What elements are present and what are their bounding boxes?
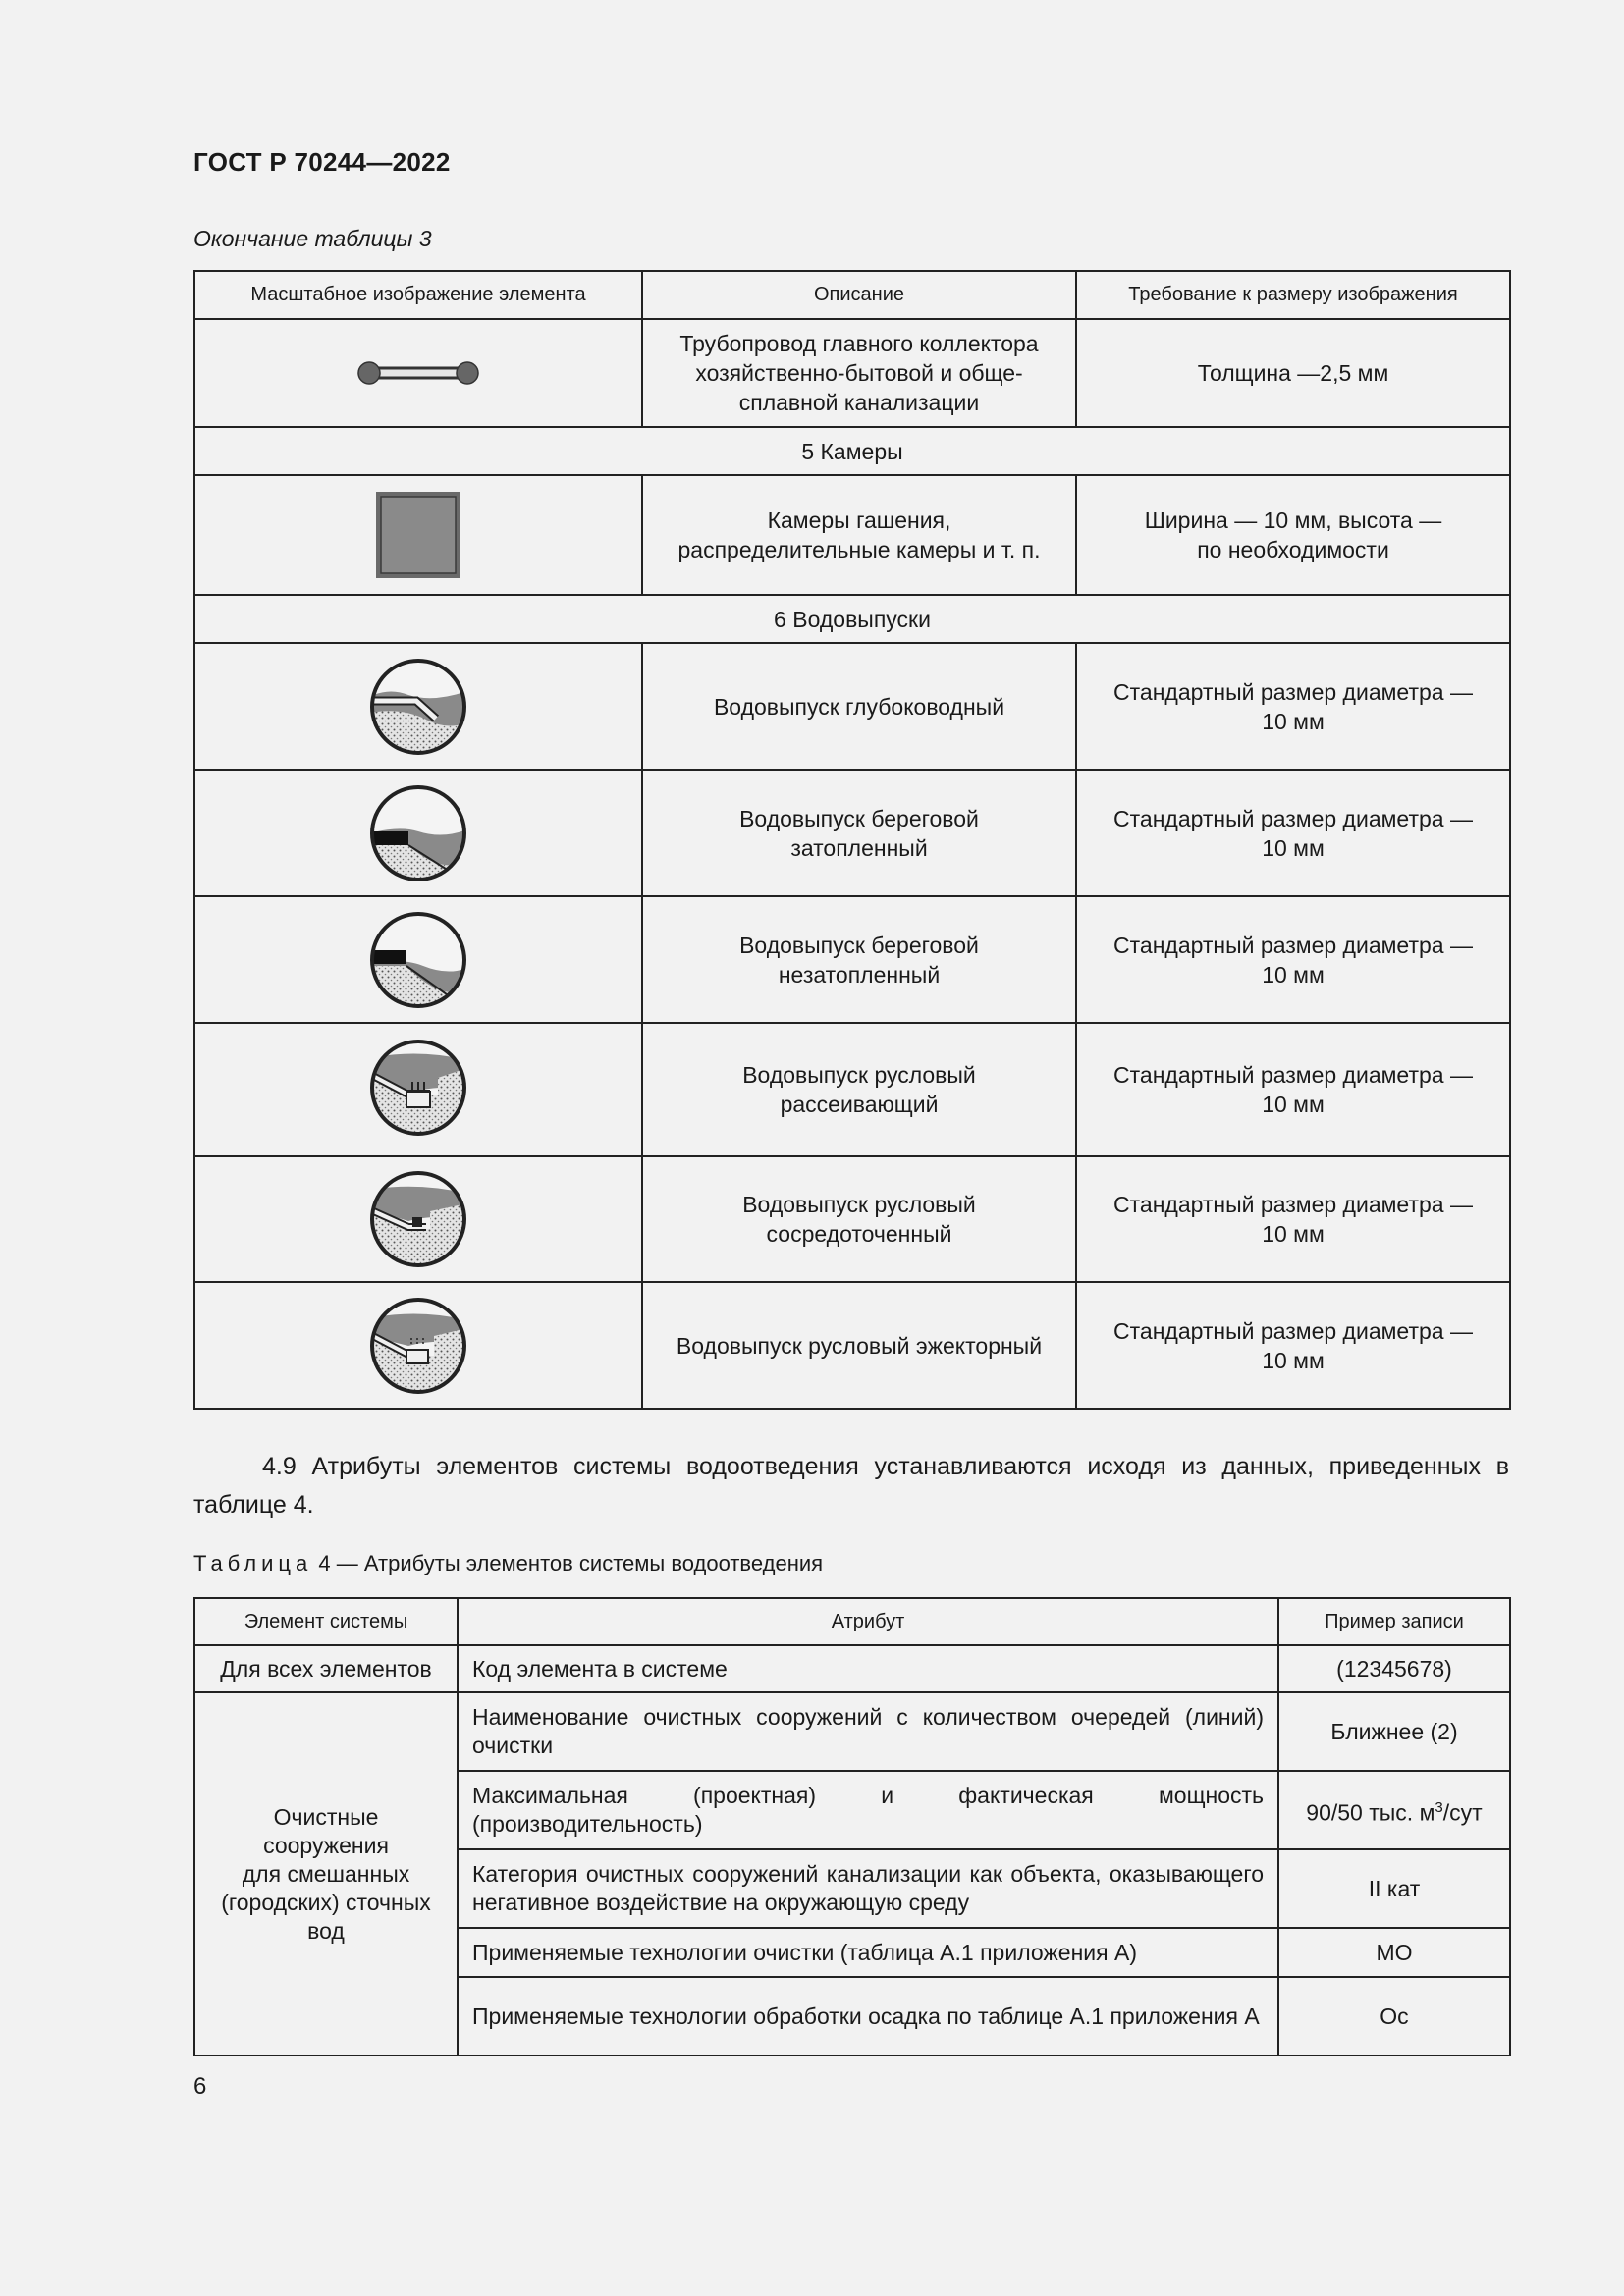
element-cell: Для всех элементов [194, 1645, 458, 1692]
image-cell [194, 319, 642, 427]
description-cell: Водовыпуск русловый сосредоточенный [642, 1156, 1076, 1282]
outlet-channel-concentrated-icon [369, 1170, 467, 1268]
table-row [194, 1282, 1510, 1409]
table-row [194, 770, 1510, 896]
table-4 [193, 1597, 1511, 2056]
image-cell [194, 1282, 642, 1409]
table-3 [193, 270, 1511, 1410]
table3-col-header: Масштабное изображение элемента [194, 271, 642, 319]
requirement-cell: Стандартный размер диаметра — 10 мм [1076, 1282, 1510, 1409]
table-row [194, 319, 1510, 427]
description-cell: Водовыпуск русловый рассеивающий [642, 1023, 1076, 1156]
table-row [194, 1156, 1510, 1282]
example-cell: 90/50 тыс. $м^3$/сут [1278, 1771, 1510, 1849]
attribute-cell: Код элемента в системе [458, 1645, 1278, 1692]
requirement-cell: Толщина —2,5 мм [1076, 319, 1510, 427]
element-group-cell: Очистные сооружения для смешанных (городских) сточных вод [194, 1692, 458, 2056]
requirement-cell: Стандартный размер диаметра — 10 мм [1076, 1023, 1510, 1156]
example-cell: II кат [1278, 1849, 1510, 1928]
table-row [194, 475, 1510, 595]
image-cell [194, 1023, 642, 1156]
description-cell: Водовыпуск береговой незатопленный [642, 896, 1076, 1023]
table4-col-header: Элемент системы [194, 1598, 458, 1645]
outlet-channel-dispersing-icon [369, 1039, 467, 1141]
table4-caption: Таблица 4 — Атрибуты элементов системы водоотведения [193, 1551, 824, 1575]
page-number: 6 [193, 2073, 207, 2100]
requirement-cell: Стандартный размер диаметра — 10 мм [1076, 1156, 1510, 1282]
outlet-shore-flooded-icon [369, 784, 467, 882]
description-cell: Водовыпуск русловый эжекторный [642, 1282, 1076, 1409]
example-cell: МО [1278, 1928, 1510, 1977]
image-cell [194, 1156, 642, 1282]
table-row [194, 896, 1510, 1023]
outlet-shore-unflooded-icon [369, 911, 467, 1009]
example-cell: Ос [1278, 1977, 1510, 2056]
section-title: 6 Водовыпуски [194, 595, 1510, 643]
requirement-cell: Стандартный размер диаметра — 10 мм [1076, 770, 1510, 896]
image-cell [194, 770, 642, 896]
example-cell: (12345678) [1278, 1645, 1510, 1692]
attribute-cell: Применяемые технологии обработки осадка по таблице А.1 приложения А [458, 1977, 1278, 2056]
section-title: 5 Камеры [194, 427, 1510, 475]
image-cell [194, 643, 642, 770]
table3-col-header: Описание [642, 271, 1076, 319]
table-row [194, 643, 1510, 770]
attribute-cell: Категория очистных сооружений канализации как объекта, оказывающего негативное воздействие на окружающую среду [458, 1849, 1278, 1928]
image-cell [194, 896, 642, 1023]
table3-col-header: Требование к размеру изображения [1076, 271, 1510, 319]
attribute-cell: Максимальная (проектная) и фактическая мощность (производительность) [458, 1771, 1278, 1849]
document-header: ГОСТ Р 70244—2022 [193, 147, 451, 177]
table-row [194, 1023, 1510, 1156]
requirement-cell: Ширина — 10 мм, высота — по необходимости [1076, 475, 1510, 595]
description-cell: Трубопровод главного коллектора хозяйственно-бытовой и обще- сплавной канализации [642, 319, 1076, 427]
section-row [194, 595, 1510, 643]
image-cell [194, 475, 642, 595]
example-cell: Ближнее (2) [1278, 1692, 1510, 1771]
table4-col-header: Атрибут [458, 1598, 1278, 1645]
table4-col-header: Пример записи [1278, 1598, 1510, 1645]
table3-caption: Окончание таблицы 3 [193, 226, 432, 251]
description-cell: Водовыпуск глубоководный [642, 643, 1076, 770]
pipeline-icon [354, 358, 482, 388]
outlet-channel-ejector-icon [369, 1297, 467, 1395]
table-row [194, 1692, 1510, 1771]
outlet-deepwater-icon [369, 658, 467, 756]
requirement-cell: Стандартный размер диаметра — 10 мм [1076, 643, 1510, 770]
requirement-cell: Стандартный размер диаметра — 10 мм [1076, 896, 1510, 1023]
table3-header-row [194, 271, 1510, 319]
chamber-icon [374, 490, 462, 580]
attribute-cell: Наименование очистных сооружений с количеством очередей (линий) очистки [458, 1692, 1278, 1771]
description-cell: Камеры гашения, распределительные камеры и т. п. [642, 475, 1076, 595]
description-cell: Водовыпуск береговой затопленный [642, 770, 1076, 896]
paragraph-4-9: 4.9 Атрибуты элементов системы водоотведения устанавливаются исходя из данных, приведенных в таблице 4. [193, 1453, 1509, 1519]
table-row [194, 1645, 1510, 1692]
attribute-cell: Применяемые технологии очистки (таблица А.1 приложения А) [458, 1928, 1278, 1977]
table4-header-row [194, 1598, 1510, 1645]
section-row [194, 427, 1510, 475]
